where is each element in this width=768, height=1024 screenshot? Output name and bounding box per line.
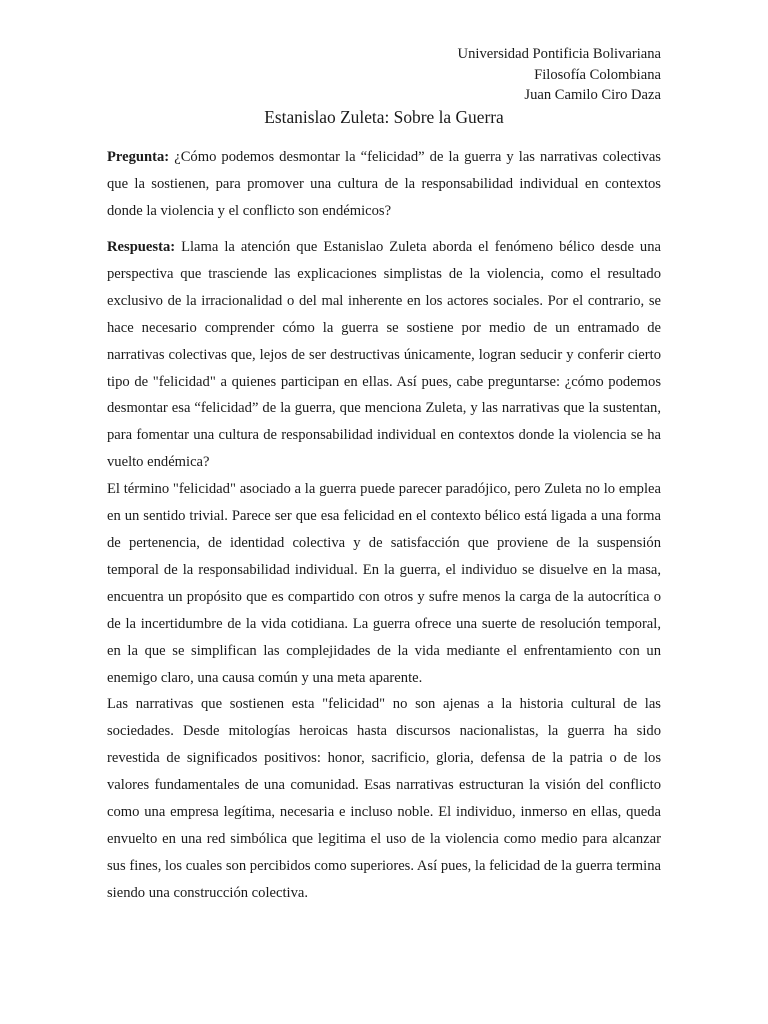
question-paragraph — [107, 144, 661, 225]
document-title: Estanislao Zuleta: Sobre la Guerra — [264, 107, 504, 127]
course-name: Filosofía Colombiana — [534, 66, 661, 83]
question-section — [107, 144, 661, 225]
answer-paragraph-2: El término "felicidad" asociado a la guerra puede parecer paradójico, pero Zuleta no lo emplea en un sentido trivial. Parece ser que esa felicidad en el contexto bélico está ligada a una forma de pertenencia, de identidad colectiva y de satisfacción que proviene de la suspensión temporal de la responsabilidad individual. En la guerra, el individuo se disuelve en la masa, encuentra un propósito que es compartido con otros y sufre menos la carga de la autocrítica o de la incertidumbre de la vida cotidiana. La guerra ofrece una suerte de resolución temporal, en la que se simplifican las complejidades de la vida mediante el enfrentamiento con un enemigo claro, una causa común y una meta aparente. — [107, 481, 661, 686]
answer-section — [107, 234, 661, 907]
document-header — [458, 44, 661, 106]
university-name: Universidad Pontificia Bolivariana — [457, 46, 661, 62]
answer-label: Respuesta: — [107, 239, 176, 255]
answer-text: Llama la atención que Estanislao Zuleta aborda el fenómeno bélico desde una perspectiva que trasciende las explicaciones simplistas de la violencia, como el resultado exclusivo de la irracionalidad o del mal inherente en los actores sociales. Por el contrario, se hace necesario comprender cómo la guerra se sostiene por medio de un entramado de narrativas colectivas que, lejos de ser destructivas únicamente, logran seducir y conferir cierto tipo de "felicidad" a quienes participan en ellas. Así pues, cabe preguntarse: ¿cómo podemos desmontar esa “felicidad” de la guerra, que menciona Zuleta, y las narrativas que la sustentan, para fomentar una cultura de responsabilidad individual en contextos donde la violencia se ha vuelto endémica? — [107, 239, 661, 471]
question-label: Pregunta: — [107, 149, 170, 165]
answer-paragraph-3: Las narrativas que sostienen esta "felicidad" no son ajenas a la historia cultural de las sociedades. Desde mitologías heroicas hasta discursos nacionalistas, la guerra ha sido revestida de significados positivos: honor, sacrificio, gloria, defensa de la patria o de los valores fundamentales de una comunidad. Esas narrativas estructuran la visión del conflicto como una empresa legítima, necesaria e incluso noble. El individuo, inmerso en ellas, queda envuelto en una red simbólica que legitima el uso de la violencia como medio para alcanzar sus fines, los cuales son percibidos como superiores. Así pues, la felicidad de la guerra termina siendo una construcción colectiva. — [107, 696, 661, 901]
author-name: Juan Camilo Ciro Daza — [524, 87, 661, 103]
answer-paragraph-1 — [107, 234, 661, 476]
question-text: ¿Cómo podemos desmontar la “felicidad” de la guerra y las narrativas colectivas que la sostienen, para promover una cultura de la responsabilidad individual en contextos donde la violencia y el conflicto son endémicos? — [107, 149, 661, 219]
